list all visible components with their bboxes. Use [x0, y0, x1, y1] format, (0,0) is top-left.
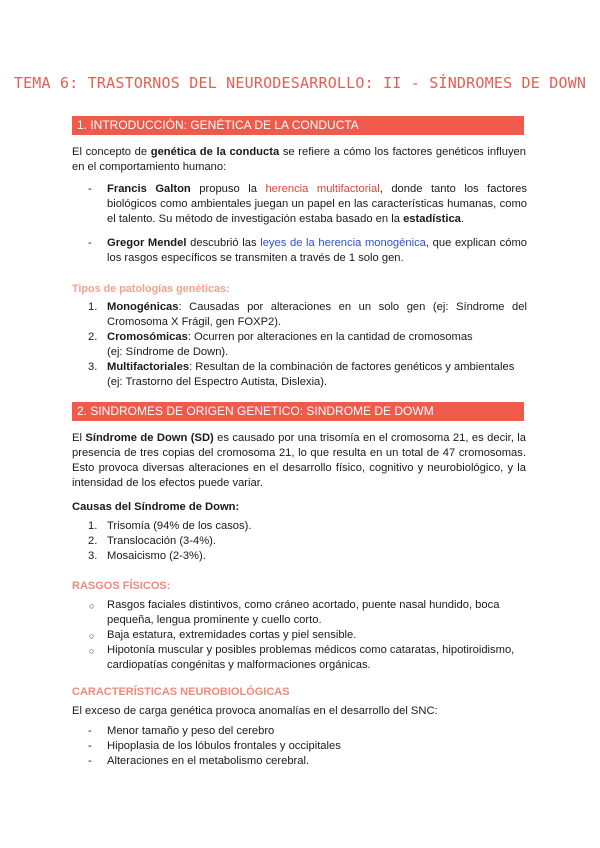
- neuro-item: Alteraciones en el metabolismo cerebral.: [107, 755, 310, 767]
- type-cromosomicas: Cromosómicas: Ocurren por alteraciones en la cantidad de cromosomas (ej: Síndrome de Down).: [107, 331, 473, 358]
- dash-bullet: -: [88, 183, 92, 195]
- neuro-intro: El exceso de carga genética provoca anomalías en el desarrollo del SNC:: [72, 705, 438, 717]
- neuro-item: Menor tamaño y peso del cerebro: [107, 725, 275, 737]
- section-1-heading: 1. INTRODUCCIÓN: GENÉTICA DE LA CONDUCTA: [72, 116, 524, 135]
- physical-title: RASGOS FÍSICOS:: [72, 580, 171, 592]
- dash-bullet: -: [88, 725, 92, 737]
- physical-item: Rasgos faciales distintivos, como cráneo acortado, puente nasal hundido, boca pequeña, lengua prominente y cuello corto.: [107, 599, 500, 626]
- physical-item: Hipotonía muscular y posibles problemas médicos como cataratas, hipotiroidismo, cardiopatías congénitas y malformaciones orgánicas.: [107, 644, 515, 671]
- list-number: 2.: [88, 331, 98, 343]
- list-number: 3.: [88, 550, 98, 562]
- circle-bullet: ○: [89, 631, 95, 641]
- circle-bullet: ○: [89, 646, 95, 656]
- type-monogenicas: Monogénicas: Causadas por alteraciones en un solo gen (ej: Síndrome del Cromosoma X Frágil, gen FOXP2).: [107, 301, 527, 328]
- galton-item: Francis Galton propuso la herencia multifactorial, donde tanto los factores biológicos como ambientales juegan un papel en las características humanas, como el talento. Su método de investigación estaba basado en la estadística.: [107, 183, 527, 225]
- physical-item: Baja estatura, extremidades cortas y piel sensible.: [107, 629, 357, 641]
- cause-item: Translocación (3-4%).: [107, 535, 217, 547]
- dash-bullet: -: [88, 755, 92, 767]
- intro-paragraph: El concepto de genética de la conducta se refiere a cómo los factores genéticos influyen en el comportamiento humano:: [72, 146, 526, 173]
- neuro-title: CARACTERÍSTICAS NEUROBIOLÓGICAS: [72, 686, 290, 698]
- section-2-heading: 2. SINDROMES DE ORIGEN GENETICO: SINDROME DE DOWM: [72, 402, 524, 421]
- causes-title: Causas del Síndrome de Down:: [72, 501, 240, 513]
- dash-bullet: -: [88, 237, 92, 249]
- herencia-multifactorial-link[interactable]: herencia multifactorial: [265, 183, 380, 195]
- down-paragraph: El Síndrome de Down (SD) es causado por una trisomía en el cromosoma 21, es decir, la presencia de tres copias del cromosoma 21, lo que resulta en un total de 47 cromosomas. Esto provoca diversas alteraciones en el desarrollo físico, cognitivo y neurobiológico, y la intensidad de los efectos puede variar.: [72, 432, 526, 489]
- type-multifactoriales: Multifactoriales: Resultan de la combinación de factores genéticos y ambientales (ej: Trastorno del Espectro Autista, Dislexia).: [107, 361, 515, 388]
- document-title: TEMA 6: TRASTORNOS DEL NEURODESARROLLO: II - SÍNDROMES DE DOWN: [13, 74, 587, 92]
- list-number: 2.: [88, 535, 98, 547]
- cause-item: Trisomía (94% de los casos).: [107, 520, 252, 532]
- list-number: 3.: [88, 361, 98, 373]
- types-subtitle: Tipos de patologías genéticas:: [72, 283, 230, 295]
- circle-bullet: ○: [89, 601, 95, 611]
- list-number: 1.: [88, 301, 98, 313]
- neuro-item: Hipoplasia de los lóbulos frontales y occipitales: [107, 740, 341, 752]
- cause-item: Mosaicismo (2-3%).: [107, 550, 206, 562]
- mendel-item: Gregor Mendel descubrió las leyes de la herencia monogénica, que explican cómo los rasgos específicos se transmiten a través de 1 solo gen.: [107, 237, 527, 264]
- herencia-monogenica-link[interactable]: leyes de la herencia monogénica: [260, 237, 426, 249]
- list-number: 1.: [88, 520, 98, 532]
- dash-bullet: -: [88, 740, 92, 752]
